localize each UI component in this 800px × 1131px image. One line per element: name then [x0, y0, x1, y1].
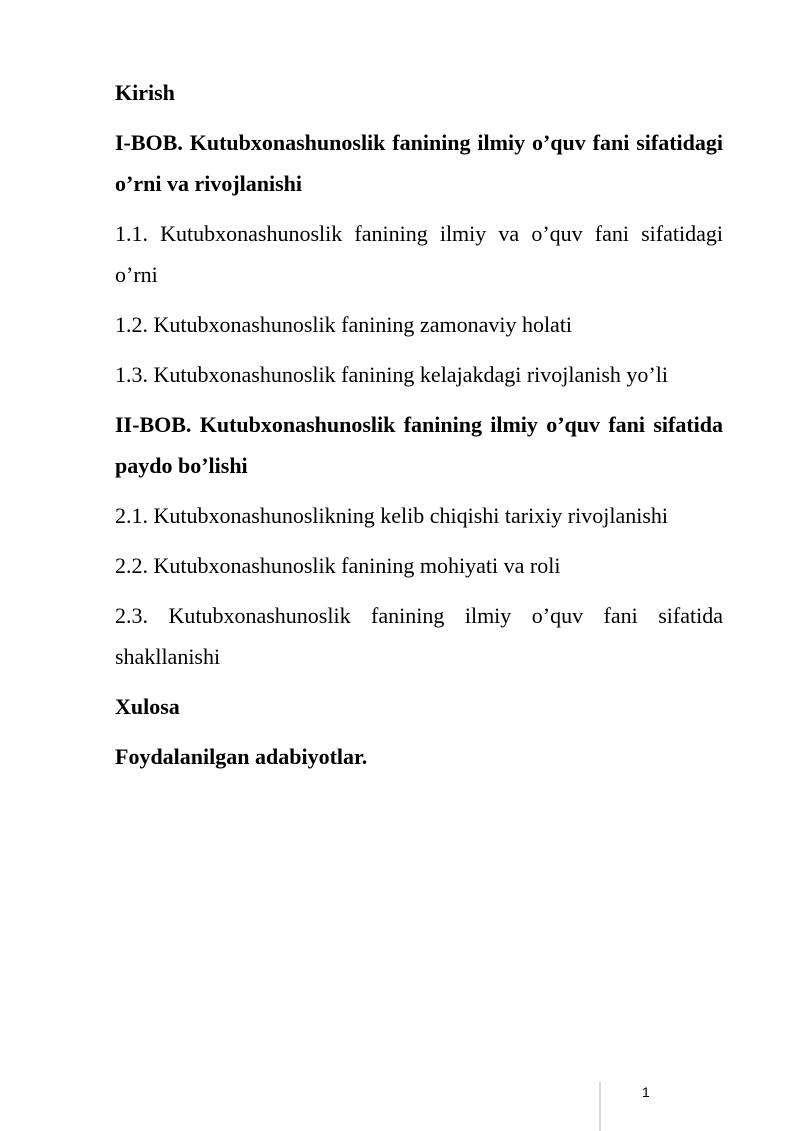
toc-section-2-3: 2.3. Kutubxonashunoslik fanining ilmiy o’quv fani sifatida shakllanishi	[115, 603, 723, 669]
toc-heading-references: Foydalanilgan adabiyotlar.	[115, 744, 368, 769]
footer-divider	[599, 1082, 601, 1131]
page-number: 1	[642, 1084, 650, 1100]
toc-section-1-3: 1.3. Kutubxonashunoslik fanining kelajakdagi rivojlanish yo’li	[115, 362, 668, 387]
toc-section-2-1: 2.1. Kutubxonashunoslikning kelib chiqishi tarixiy rivojlanishi	[115, 503, 669, 528]
toc-heading-xulosa: Xulosa	[115, 694, 180, 719]
toc-chapter-2-heading: II-BOB. Kutubxonashunoslik fanining ilmiy o’quv fani sifatida paydo bo’lishi	[115, 412, 723, 478]
toc-heading-kirish: Kirish	[115, 80, 175, 105]
table-of-contents	[115, 72, 723, 786]
toc-section-2-2: 2.2. Kutubxonashunoslik fanining mohiyati va roli	[115, 553, 561, 578]
toc-section-1-2: 1.2. Kutubxonashunoslik fanining zamonaviy holati	[115, 312, 573, 337]
toc-chapter-1-heading: I-BOB. Kutubxonashunoslik fanining ilmiy o’quv fani sifatidagi o’rni va rivojlanishi	[115, 130, 723, 196]
toc-section-1-1: 1.1. Kutubxonashunoslik fanining ilmiy va o’quv fani sifatidagi o’rni	[115, 221, 723, 287]
